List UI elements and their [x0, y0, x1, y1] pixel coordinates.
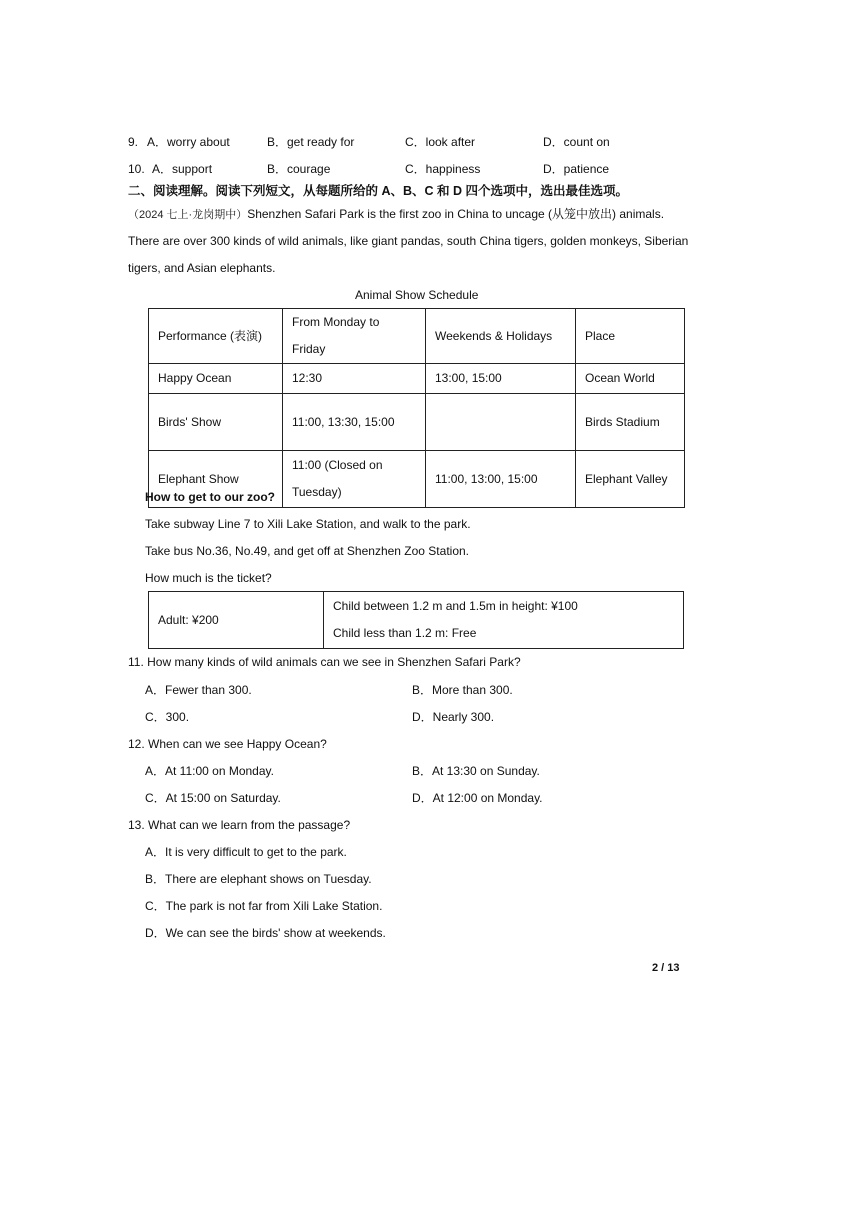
ticket-child-2: Child less than 1.2 m: Free	[333, 626, 477, 640]
table-row	[149, 309, 685, 364]
q13-option-b: B．There are elephant shows on Tuesday.	[145, 872, 372, 886]
q10-number: 10.	[128, 162, 145, 176]
table-cell: Happy Ocean	[149, 364, 283, 394]
ticket-child-1: Child between 1.2 m and 1.5m in height: ¥100	[333, 599, 578, 613]
q13-stem: 13. What can we learn from the passage?	[128, 818, 351, 832]
table-cell: 11:00, 13:30, 15:00	[283, 394, 426, 451]
q12-option-a: A．At 11:00 on Monday.	[145, 764, 274, 778]
passage-text-1: Shenzhen Safari Park is the first zoo in China to uncage (从笼中放出) animals.	[247, 207, 665, 221]
ticket-adult: Adult: ¥200	[149, 592, 324, 649]
q9-number: 9.	[128, 135, 139, 149]
q10-option-a: A．support	[152, 162, 213, 176]
q9-option-a: A．worry about	[147, 135, 230, 149]
passage-line-1	[128, 208, 664, 221]
ticket-child	[324, 592, 684, 649]
q11-option-a: A．Fewer than 300.	[145, 683, 252, 697]
q9-option-d: D．count on	[543, 135, 610, 149]
table-cell: 12:30	[283, 364, 426, 394]
directions-subway: Take subway Line 7 to Xili Lake Station, and walk to the park.	[145, 517, 471, 531]
schedule-caption: Animal Show Schedule	[355, 288, 479, 302]
passage-line-3: tigers, and Asian elephants.	[128, 261, 276, 275]
q13-option-a: A．It is very difficult to get to the park.	[145, 845, 347, 859]
directions-bus: Take bus No.36, No.49, and get off at Shenzhen Zoo Station.	[145, 544, 469, 558]
q10-option-c: C．happiness	[405, 162, 481, 176]
ticket-table	[148, 591, 684, 649]
table-cell: Elephant Valley	[576, 451, 685, 508]
page-number: 2 / 13	[652, 962, 680, 974]
table-cell-line: Tuesday)	[292, 485, 342, 499]
q10-option-d: D．patience	[543, 162, 610, 176]
table-cell: Birds' Show	[149, 394, 283, 451]
table-row	[149, 394, 685, 451]
table-cell: 13:00, 15:00	[426, 364, 576, 394]
q9-option-b: B．get ready for	[267, 135, 355, 149]
q10-option-b: B．courage	[267, 162, 331, 176]
q12-option-d: D．At 12:00 on Monday.	[412, 791, 543, 805]
ticket-question: How much is the ticket?	[145, 571, 272, 585]
header-performance: Performance (表演)	[149, 309, 283, 364]
directions-heading: How to get to our zoo?	[145, 490, 275, 504]
table-cell: Elephant Show	[149, 451, 283, 508]
table-row	[149, 592, 684, 649]
table-row	[149, 364, 685, 394]
header-weekdays: From Monday to Friday	[283, 309, 426, 364]
q11-option-b: B．More than 300.	[412, 683, 513, 697]
q12-option-c: C．At 15:00 on Saturday.	[145, 791, 281, 805]
table-cell-line: 11:00 (Closed on	[292, 458, 383, 472]
q9-option-c: C．look after	[405, 135, 476, 149]
table-cell: Ocean World	[576, 364, 685, 394]
table-cell	[283, 451, 426, 508]
q12-option-b: B．At 13:30 on Sunday.	[412, 764, 540, 778]
schedule-table	[148, 308, 685, 508]
table-cell	[426, 394, 576, 451]
table-cell: 11:00, 13:00, 15:00	[426, 451, 576, 508]
q11-option-c: C．300.	[145, 710, 190, 724]
q13-option-c: C．The park is not far from Xili Lake Station.	[145, 899, 383, 913]
table-cell: Birds Stadium	[576, 394, 685, 451]
header-place: Place	[576, 309, 685, 364]
header-weekends: Weekends & Holidays	[426, 309, 576, 364]
q11-stem: 11. How many kinds of wild animals can we see in Shenzhen Safari Park?	[128, 655, 521, 669]
passage-source: （2024 七上·龙岗期中）	[128, 209, 248, 221]
q12-stem: 12. When can we see Happy Ocean?	[128, 737, 327, 751]
q11-option-d: D．Nearly 300.	[412, 710, 495, 724]
q13-option-d: D．We can see the birds' show at weekends.	[145, 926, 386, 940]
section-title: 二、阅读理解。阅读下列短文，从每题所给的 A、B、C 和 D 四个选项中，选出最佳选项。	[128, 184, 629, 198]
passage-line-2: There are over 300 kinds of wild animals, like giant pandas, south China tigers, golden monkeys, Siberian	[128, 234, 689, 248]
